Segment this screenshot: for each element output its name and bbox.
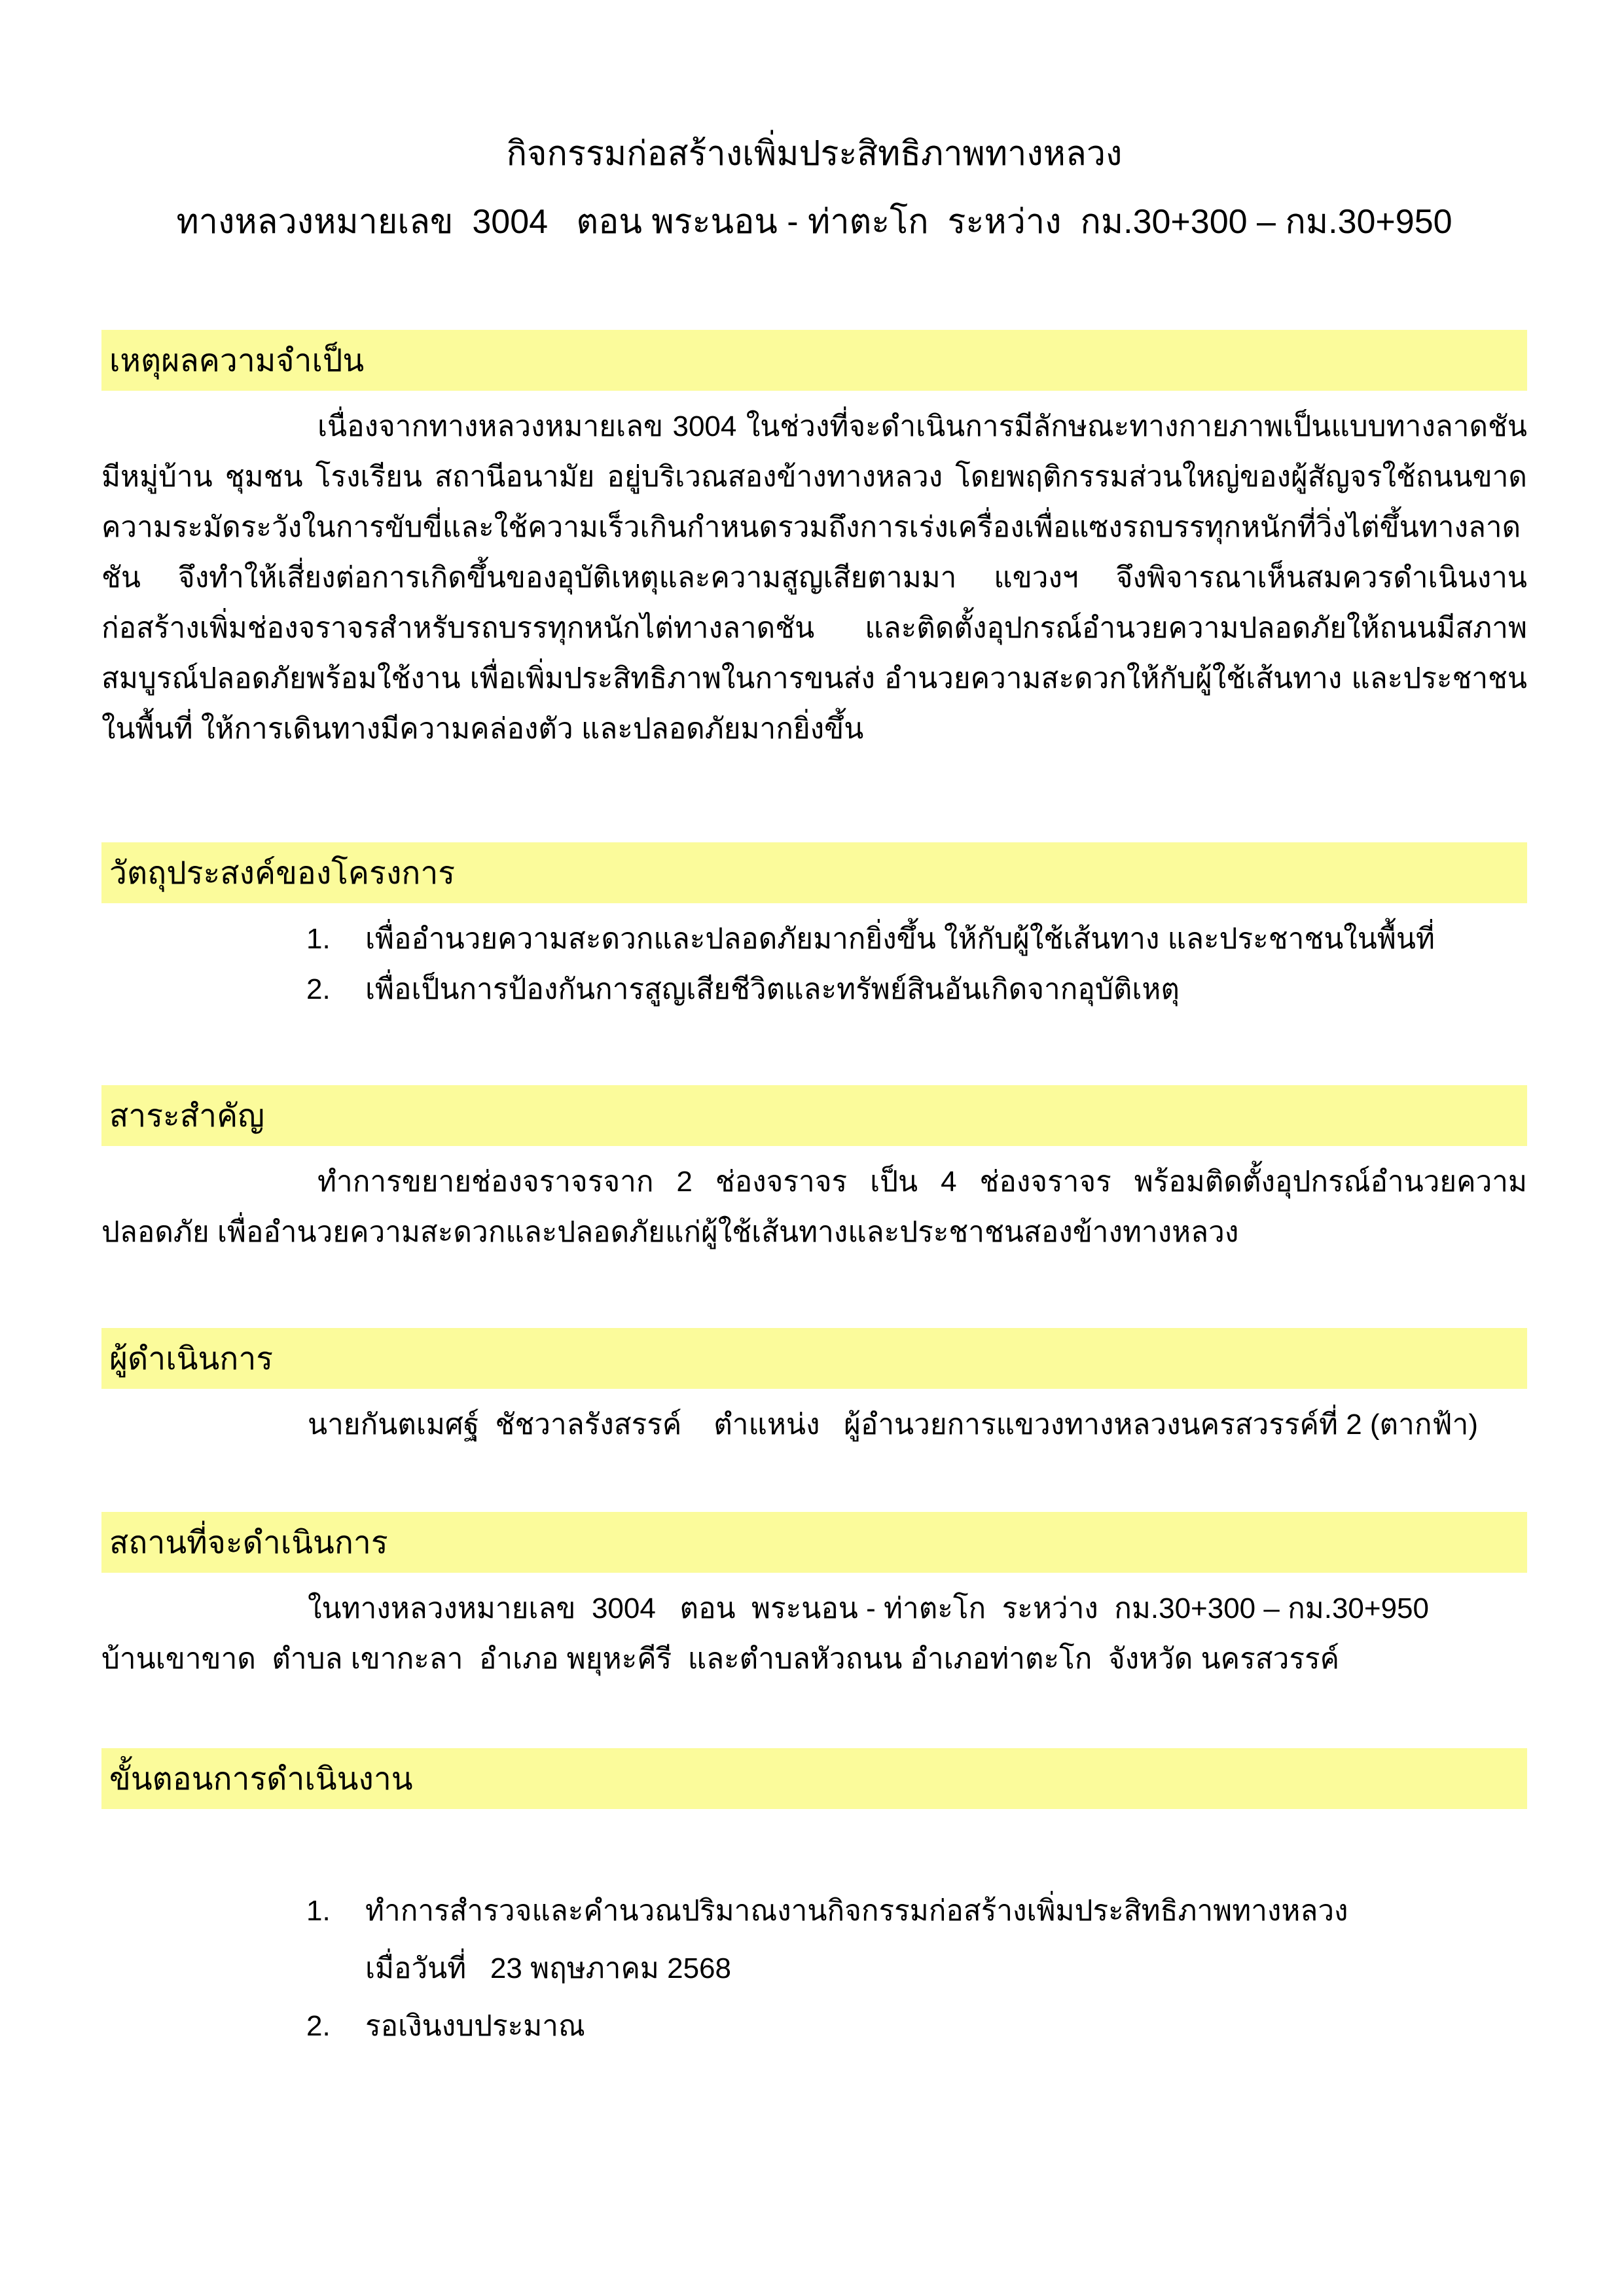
section-steps-heading: ขั้นตอนการดำเนินงาน [101, 1748, 1527, 1809]
section-rationale-heading: เหตุผลความจำเป็น [101, 330, 1527, 391]
step-continuation-text: เมื่อวันที่ 23 พฤษภาคม 2568 [365, 1952, 732, 1984]
list-item-number: 2. [306, 2010, 331, 2042]
list-item-text: เพื่ออำนวยความสะดวกและปลอดภัยมากยิ่งขึ้น ให้กับผู้ใช้เส้นทาง และประชาชนในพื้นที่ [365, 923, 1435, 955]
section-location [101, 1512, 1527, 1684]
step-line [101, 1998, 1527, 2055]
list-item-number: 1. [306, 923, 331, 955]
section-objectives [101, 842, 1527, 1014]
list-item [101, 914, 1527, 964]
list-item-text: เพื่อเป็นการป้องกันการสูญเสียชีวิตและทรัพย์สินอันเกิดจากอุบัติเหตุ [365, 973, 1180, 1005]
page-subtitle: ทางหลวงหมายเลข 3004 ตอน พระนอน - ท่าตะโก ระหว่าง กม.30+300 – กม.30+950 [176, 203, 1453, 241]
section-essence-heading: สาระสำคัญ [101, 1085, 1527, 1146]
page-title: กิจกรรมก่อสร้างเพิ่มประสิทธิภาพทางหลวง [506, 135, 1123, 173]
section-operator-body: นายกันตเมศฐ์ ชัชวาลรังสรรค์ ตำแหน่ง ผู้อำนวยการแขวงทางหลวงนครสวรรค์ที่ 2 (ตากฟ้า) [308, 1408, 1478, 1441]
section-essence-body: ทำการขยายช่องจราจรจาก 2 ช่องจราจร เป็น 4 ช่องจราจร พร้อมติดตั้งอุปกรณ์อำนวยความปลอดภัย เพื่ออำนวยความสะดวกและปลอดภัยแก่ผู้ใช้เส้นทางและประชาชนสองข้างทางหลวง [101, 1166, 1527, 1248]
section-operator-heading: ผู้ดำเนินการ [101, 1328, 1527, 1389]
objectives-list [101, 914, 1527, 1014]
section-essence [101, 1085, 1527, 1257]
list-item-number: 1. [306, 1895, 331, 1927]
section-location-heading: สถานที่จะดำเนินการ [101, 1512, 1527, 1573]
section-rationale-body: เนื่องจากทางหลวงหมายเลข 3004 ในช่วงที่จะดำเนินการมีลักษณะทางกายภาพเป็นแบบทางลาดชัน มีหมู่บ้าน ชุมชน โรงเรียน สถานีอนามัย อยู่บริเวณสองข้างทางหลวง โดยพฤติกรรมส่วนใหญ่ของผู้สัญจรใช้ถนนขาดความระมัดระวังในการขับขี่และใช้ความเร็วเกินกำหนดรวมถึงการเร่งเครื่องเพื่อแซงรถบรรทุกหนักที่วิ่งไต่ขึ้นทางลาดชัน จึงทำให้เสี่ยงต่อการเกิดขึ้นของอุบัติเหตุและความสูญเสียตามมา แขวงฯ จึงพิจารณาเห็นสมควรดำเนินงานก่อสร้างเพิ่มช่องจราจรสำหรับรถบรรทุกหนักไต่ทางลาดชัน และติดตั้งอุปกรณ์อำนวยความปลอดภัยให้ถนนมีสภาพสมบูรณ์ปลอดภัยพร้อมใช้งาน เพื่อเพิ่มประสิทธิภาพในการขนส่ง อำนวยความสะดวกให้กับผู้ใช้เส้นทาง และประชาชนในพื้นที่ ให้การเดินทางมีความคล่องตัว และปลอดภัยมากยิ่งขึ้น [101, 410, 1527, 745]
steps-list [101, 1882, 1527, 2055]
list-item [101, 1882, 1527, 1998]
list-item [101, 964, 1527, 1014]
section-operator [101, 1328, 1527, 1450]
section-location-line2: บ้านเขาขาด ตำบล เขากะลา อำเภอ พยุหะคีรี และตำบลหัวถนน อำเภอท่าตะโก จังหวัด นครสวรรค์ [101, 1643, 1340, 1675]
section-steps [101, 1748, 1527, 2055]
list-item [101, 1998, 1527, 2055]
section-objectives-heading: วัตถุประสงค์ของโครงการ [101, 842, 1527, 903]
list-item-text: รอเงินงบประมาณ [365, 2010, 585, 2042]
list-item-text: ทำการสำรวจและคำนวณปริมาณงานกิจกรรมก่อสร้างเพิ่มประสิทธิภาพทางหลวง [365, 1895, 1348, 1927]
list-item-number: 2. [306, 973, 331, 1005]
step-line [101, 1882, 1527, 1940]
section-location-line1: ในทางหลวงหมายเลข 3004 ตอน พระนอน - ท่าตะโก ระหว่าง กม.30+300 – กม.30+950 [308, 1592, 1429, 1624]
section-rationale [101, 330, 1527, 754]
